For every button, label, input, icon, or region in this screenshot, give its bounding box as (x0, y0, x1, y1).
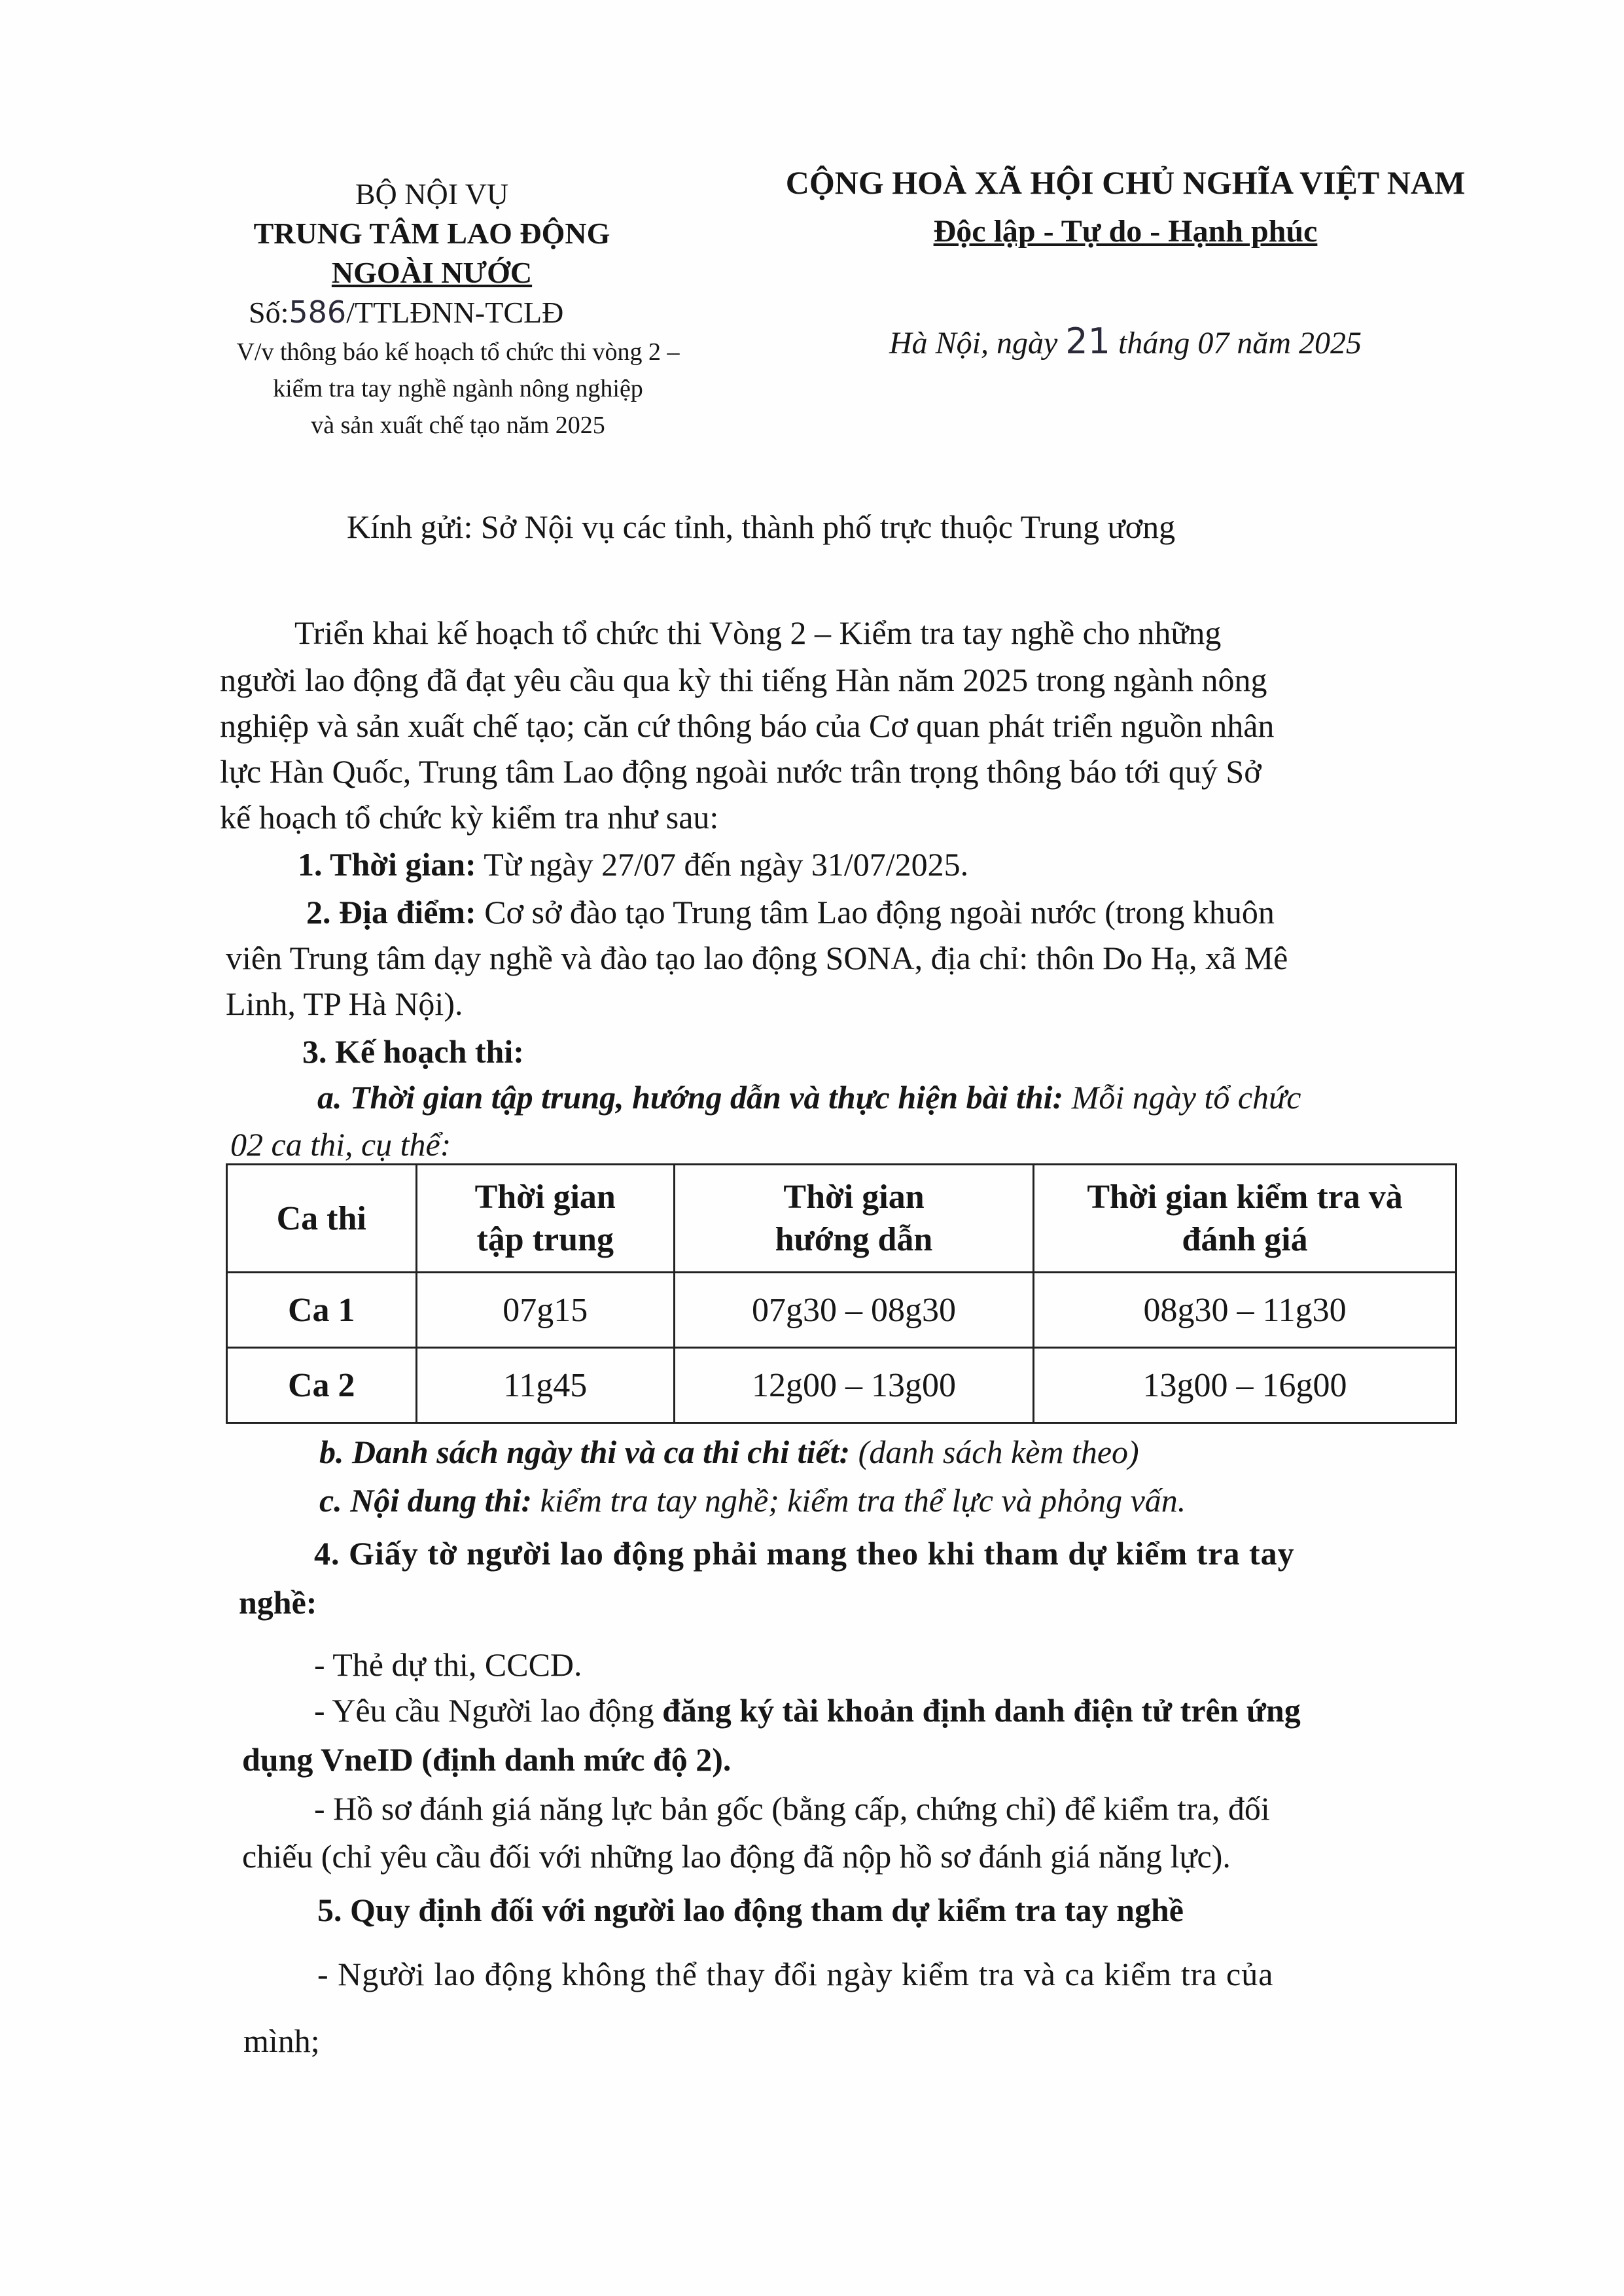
table-cell: 07g30 – 08g30 (674, 1273, 1033, 1348)
subject-line-3: và sản xuất chế tạo năm 2025 (311, 412, 605, 439)
nation-title: CỘNG HOÀ XÃ HỘI CHỦ NGHĨA VIỆT NAM (785, 164, 1466, 201)
section-3b (319, 1433, 1139, 1471)
ministry-name: BỘ NỘI VỤ (355, 177, 509, 211)
date-prefix: Hà Nội, ngày (889, 326, 1066, 361)
section-2-line-2: viên Trung tâm dạy nghề và đào tạo lao động SONA, địa chỉ: thôn Do Hạ, xã Mê (226, 940, 1288, 976)
section-3c (319, 1481, 1186, 1519)
intro-line-1: Triển khai kế hoạch tổ chức thi Vòng 2 – Kiểm tra tay nghề cho những (294, 614, 1222, 651)
table-header-cell (416, 1165, 674, 1273)
section-2-text: Cơ sở đào tạo Trung tâm Lao động ngoài nước (trong khuôn (476, 894, 1275, 930)
section-4-label-line-1: 4. Giấy tờ người lao động phải mang theo khi tham dự kiểm tra tay (314, 1535, 1295, 1572)
section-5-item-1-line-1: - Người lao động không thể thay đổi ngày kiểm tra và ca kiểm tra của (317, 1956, 1274, 1992)
section-4-label-line-2: nghề: (239, 1584, 317, 1621)
recipient-line: Kính gửi: Sở Nội vụ các tỉnh, thành phố trực thuộc Trung ương (347, 508, 1176, 545)
section-4-item-2-line-1 (314, 1691, 1301, 1729)
section-4-item-2-line-2: dụng VneID (định danh mức độ 2). (242, 1741, 732, 1778)
intro-line-3: nghiệp và sản xuất chế tạo; căn cứ thông báo của Cơ quan phát triển nguồn nhân (220, 707, 1275, 744)
table-cell: 11g45 (416, 1348, 674, 1423)
table-row (227, 1273, 1456, 1348)
subject-line-2: kiểm tra tay nghề ngành nông nghiệp (273, 375, 643, 402)
document-number (249, 294, 654, 330)
intro-line-5: kế hoạch tổ chức kỳ kiểm tra như sau: (220, 799, 719, 836)
header-text: đánh giá (1182, 1221, 1308, 1258)
table-cell: 08g30 – 11g30 (1034, 1273, 1456, 1348)
center-name-line2 (222, 255, 641, 290)
section-4-item-2-prefix: - Yêu cầu Người lao động (314, 1692, 663, 1729)
section-1-label: 1. Thời gian: (298, 846, 476, 883)
header-text: Thời gian (474, 1178, 616, 1216)
section-3-label: 3. Kế hoạch thi: (302, 1033, 524, 1070)
section-3c-label: c. Nội dung thi: (319, 1482, 533, 1519)
section-4-item-1: - Thẻ dự thi, CCCD. (314, 1646, 582, 1683)
section-4-item-3-line-2: chiếu (chỉ yêu cầu đối với những lao động đã nộp hồ sơ đánh giá năng lực). (242, 1838, 1231, 1875)
section-5-item-1-line-2: mình; (243, 2022, 320, 2059)
table-cell: 07g15 (416, 1273, 674, 1348)
section-1-text: Từ ngày 27/07 đến ngày 31/07/2025. (476, 846, 969, 883)
table-header-cell (1034, 1165, 1456, 1273)
table-header-cell (227, 1165, 417, 1273)
table-header-row (227, 1165, 1456, 1273)
section-3a-line-2: 02 ca thi, cụ thể: (230, 1126, 451, 1163)
date-line (739, 321, 1511, 362)
section-5-label: 5. Quy định đối với người lao động tham dự kiểm tra tay nghề (317, 1892, 1184, 1928)
header-text: Thời gian (783, 1178, 925, 1216)
center-name-line1: TRUNG TÂM LAO ĐỘNG (253, 217, 610, 250)
header-text: Thời gian kiểm tra và (1087, 1178, 1403, 1216)
intro-line-4: lực Hàn Quốc, Trung tâm Lao động ngoài nước trân trọng thông báo tới quý Sở (220, 753, 1262, 790)
section-3a-text: Mỗi ngày tổ chức (1063, 1079, 1301, 1116)
section-2-line-3: Linh, TP Hà Nội). (226, 985, 463, 1022)
header-text: tập trung (476, 1221, 614, 1258)
section-3b-text: (danh sách kèm theo) (850, 1434, 1139, 1470)
doc-number-prefix: Số: (249, 296, 289, 329)
table-row (227, 1348, 1456, 1423)
section-3a-label: a. Thời gian tập trung, hướng dẫn và thực hiện bài thi: (317, 1079, 1064, 1116)
section-3a-line-1 (317, 1078, 1301, 1116)
national-motto: Độc lập - Tự do - Hạnh phúc (933, 214, 1318, 249)
header-text: hướng dẫn (775, 1221, 933, 1258)
table-cell: 13g00 – 16g00 (1034, 1348, 1456, 1423)
doc-number-suffix: /TTLĐNN-TCLĐ (346, 296, 564, 329)
table-header-cell (674, 1165, 1033, 1273)
section-2-label: 2. Địa điểm: (306, 894, 476, 930)
section-4-item-2-bold: đăng ký tài khoản định danh điện tử trên ứng (662, 1692, 1301, 1729)
header-text: Ca thi (276, 1199, 366, 1237)
section-3c-text: kiểm tra tay nghề; kiểm tra thể lực và phỏng vấn. (532, 1482, 1186, 1519)
center-name-line2-text: NGOÀI NƯỚC (331, 256, 533, 289)
doc-number-handwritten: 586 (289, 294, 347, 330)
table-cell: 12g00 – 13g00 (674, 1348, 1033, 1423)
subject-line-1: V/v thông báo kế hoạch tổ chức thi vòng 2 – (236, 338, 680, 366)
section-3b-label: b. Danh sách ngày thi và ca thi chi tiết: (319, 1434, 851, 1470)
section-2-line-1 (306, 893, 1275, 931)
exam-schedule-table (226, 1163, 1457, 1424)
section-1 (298, 845, 968, 883)
date-suffix: tháng 07 năm 2025 (1110, 326, 1362, 361)
date-day-handwritten: 21 (1065, 321, 1111, 362)
intro-line-2: người lao động đã đạt yêu cầu qua kỳ thi tiếng Hàn năm 2025 trong ngành nông (220, 662, 1267, 698)
table-cell: Ca 2 (227, 1348, 417, 1423)
table-cell: Ca 1 (227, 1273, 417, 1348)
section-4-item-3-line-1: - Hồ sơ đánh giá năng lực bản gốc (bằng cấp, chứng chỉ) để kiểm tra, đối (314, 1790, 1270, 1827)
